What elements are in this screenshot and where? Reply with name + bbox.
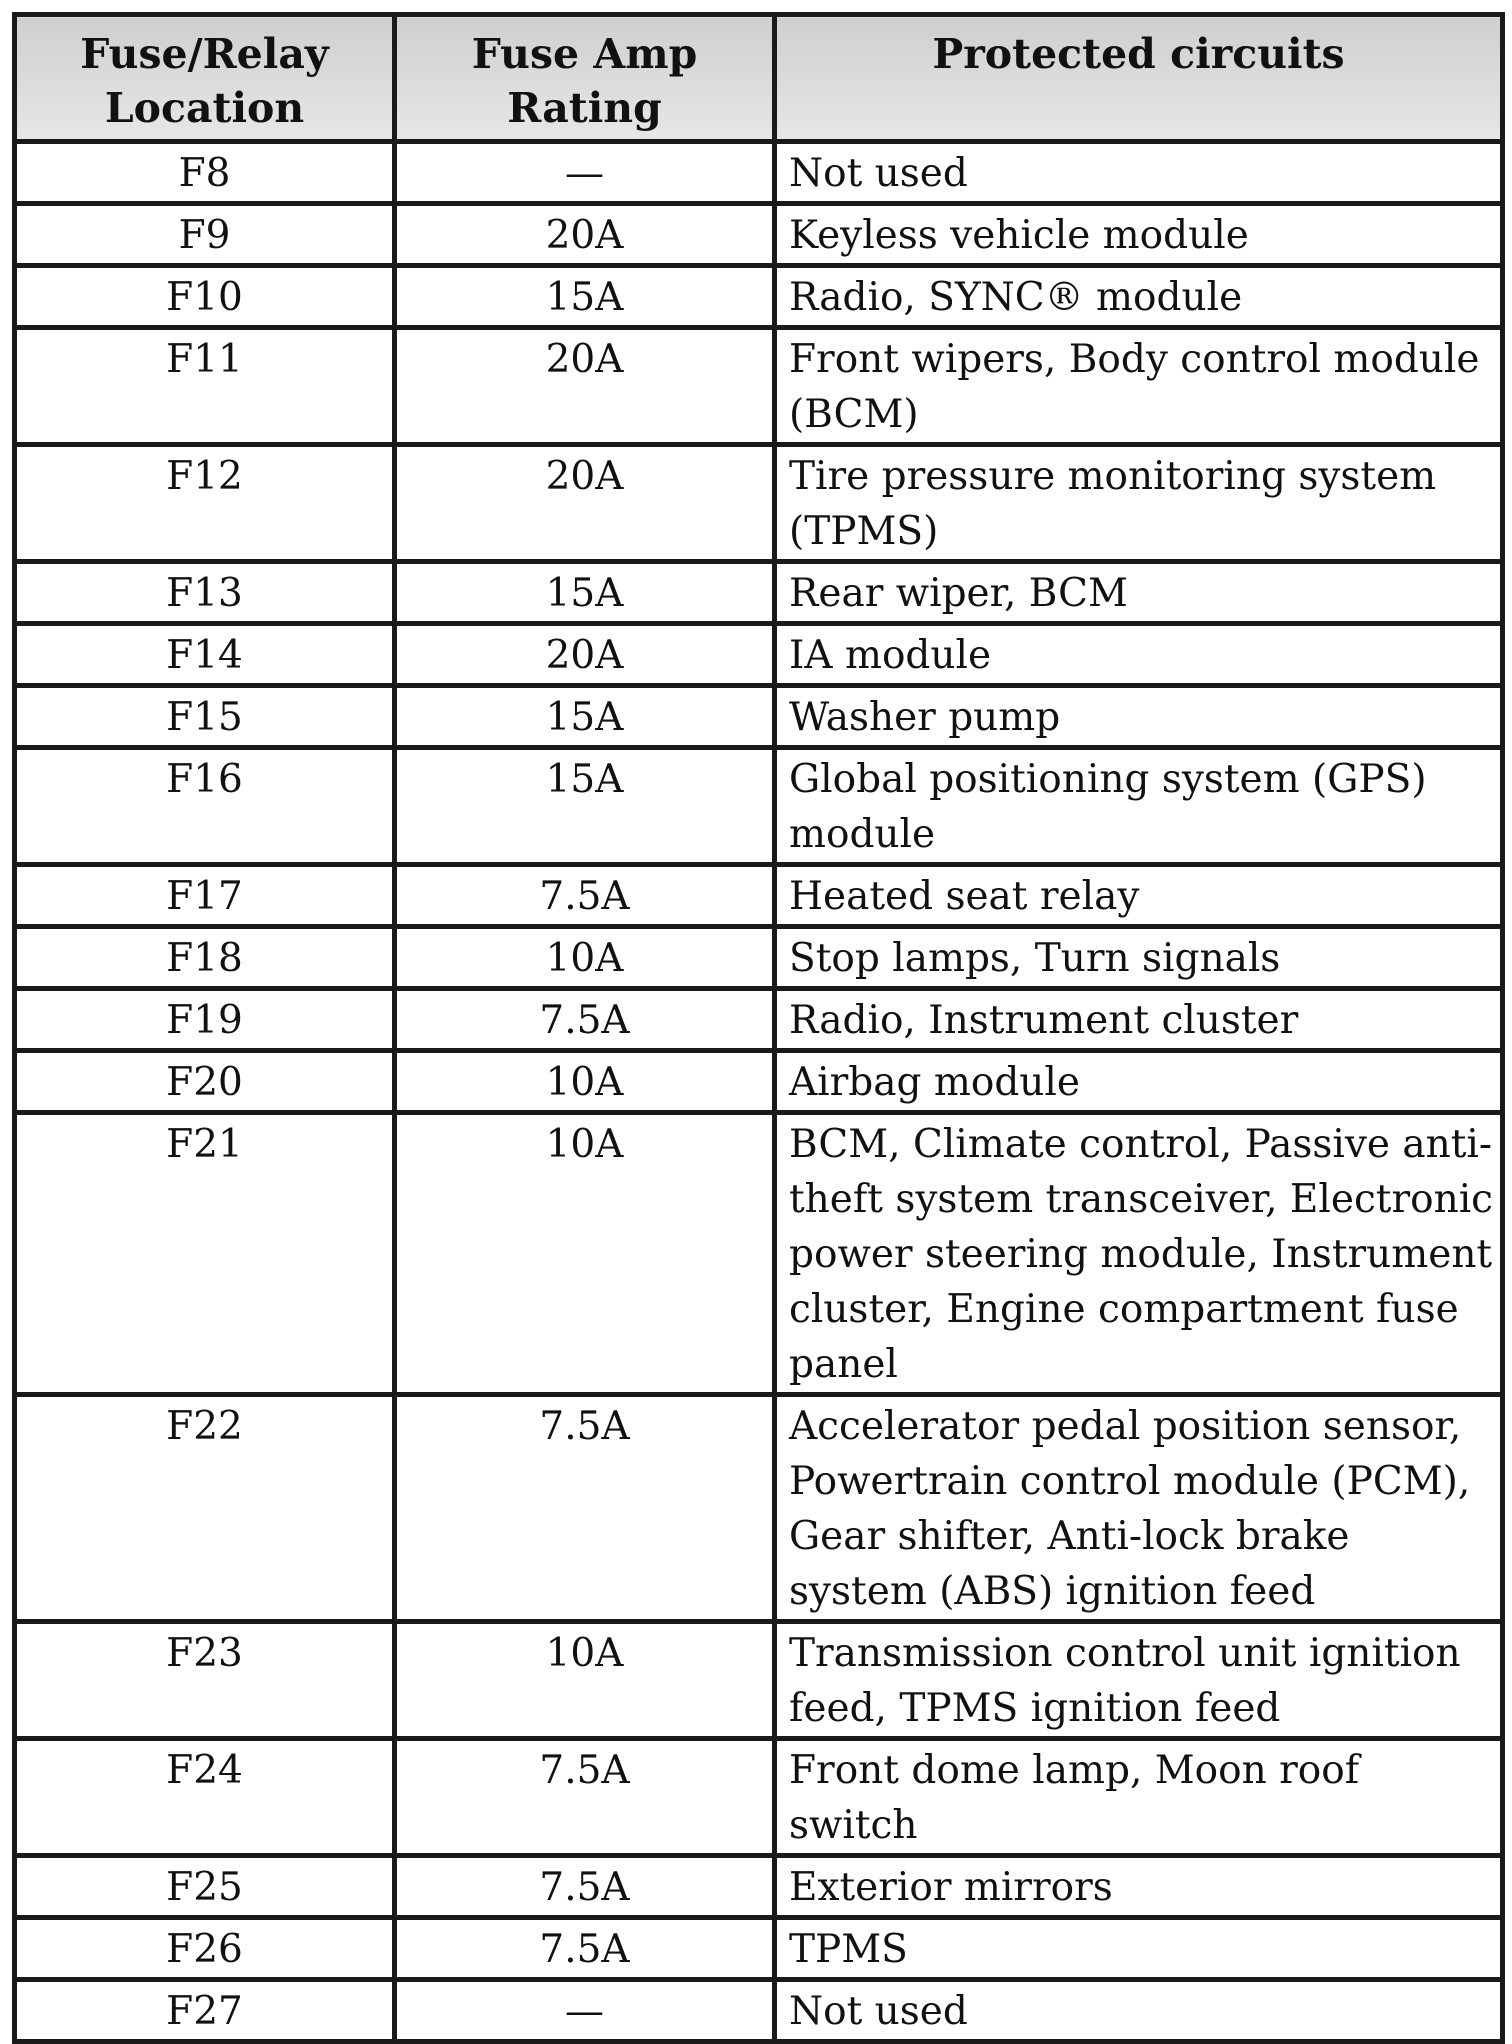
cell-amp-rating: 15A <box>395 562 775 624</box>
cell-protected-circuits: IA module <box>775 624 1503 686</box>
cell-location: F10 <box>15 266 395 328</box>
cell-location: F24 <box>15 1739 395 1856</box>
header-location <box>15 15 395 142</box>
cell-amp-rating: 10A <box>395 1051 775 1113</box>
cell-location: F13 <box>15 562 395 624</box>
table-header-row <box>15 15 1503 142</box>
cell-amp-rating: 15A <box>395 266 775 328</box>
cell-location: F20 <box>15 1051 395 1113</box>
cell-protected-circuits: Exterior mirrors <box>775 1856 1503 1918</box>
table-row <box>15 989 1503 1051</box>
cell-location: F27 <box>15 1980 395 2042</box>
cell-protected-circuits: Airbag module <box>775 1051 1503 1113</box>
cell-protected-circuits: Radio, Instrument cluster <box>775 989 1503 1051</box>
table-row <box>15 1856 1503 1918</box>
cell-location: F9 <box>15 204 395 266</box>
header-location-line1: Fuse/Relay <box>80 30 329 78</box>
header-amp <box>395 15 775 142</box>
cell-amp-rating: 10A <box>395 1113 775 1395</box>
cell-location: F21 <box>15 1113 395 1395</box>
table-row <box>15 142 1503 204</box>
table-row <box>15 748 1503 865</box>
cell-protected-circuits: Keyless vehicle module <box>775 204 1503 266</box>
table-body <box>15 142 1503 2042</box>
cell-location: F25 <box>15 1856 395 1918</box>
cell-amp-rating: 20A <box>395 328 775 445</box>
cell-location: F8 <box>15 142 395 204</box>
cell-protected-circuits: Tire pressure monitoring system (TPMS) <box>775 445 1503 562</box>
cell-amp-rating: 7.5A <box>395 989 775 1051</box>
cell-protected-circuits: Front dome lamp, Moon roof switch <box>775 1739 1503 1856</box>
table-row <box>15 927 1503 989</box>
cell-amp-rating: — <box>395 1980 775 2042</box>
table-row <box>15 624 1503 686</box>
cell-amp-rating: 20A <box>395 445 775 562</box>
cell-protected-circuits: Washer pump <box>775 686 1503 748</box>
cell-location: F17 <box>15 865 395 927</box>
cell-amp-rating: 20A <box>395 204 775 266</box>
cell-location: F19 <box>15 989 395 1051</box>
cell-protected-circuits: BCM, Climate control, Passive anti-theft system transceiver, Electronic power steering module, Instrument cluster, Engine compartment fuse panel <box>775 1113 1503 1395</box>
table-row <box>15 686 1503 748</box>
cell-amp-rating: — <box>395 142 775 204</box>
cell-amp-rating: 7.5A <box>395 1918 775 1980</box>
cell-protected-circuits: Heated seat relay <box>775 865 1503 927</box>
header-circuits <box>775 15 1503 142</box>
cell-protected-circuits: TPMS <box>775 1918 1503 1980</box>
cell-location: F26 <box>15 1918 395 1980</box>
cell-location: F15 <box>15 686 395 748</box>
cell-location: F22 <box>15 1395 395 1622</box>
cell-amp-rating: 15A <box>395 686 775 748</box>
cell-amp-rating: 7.5A <box>395 1739 775 1856</box>
cell-protected-circuits: Global positioning system (GPS) module <box>775 748 1503 865</box>
cell-protected-circuits: Stop lamps, Turn signals <box>775 927 1503 989</box>
header-location-line2: Location <box>104 84 305 132</box>
header-amp-line2: Rating <box>507 84 662 132</box>
table-row <box>15 328 1503 445</box>
table-row <box>15 204 1503 266</box>
cell-location: F11 <box>15 328 395 445</box>
cell-amp-rating: 10A <box>395 1622 775 1739</box>
cell-location: F23 <box>15 1622 395 1739</box>
fuse-table <box>12 12 1505 2044</box>
cell-location: F12 <box>15 445 395 562</box>
table-row <box>15 1622 1503 1739</box>
cell-amp-rating: 15A <box>395 748 775 865</box>
cell-location: F18 <box>15 927 395 989</box>
table-row <box>15 865 1503 927</box>
cell-amp-rating: 7.5A <box>395 865 775 927</box>
cell-amp-rating: 7.5A <box>395 1856 775 1918</box>
table-row <box>15 266 1503 328</box>
cell-protected-circuits: Not used <box>775 142 1503 204</box>
cell-amp-rating: 20A <box>395 624 775 686</box>
table-row <box>15 1918 1503 1980</box>
table-row <box>15 1051 1503 1113</box>
table-row <box>15 1739 1503 1856</box>
cell-protected-circuits: Accelerator pedal position sensor, Powertrain control module (PCM), Gear shifter, Anti-lock brake system (ABS) ignition feed <box>775 1395 1503 1622</box>
table-row <box>15 1113 1503 1395</box>
cell-amp-rating: 7.5A <box>395 1395 775 1622</box>
cell-location: F16 <box>15 748 395 865</box>
cell-amp-rating: 10A <box>395 927 775 989</box>
cell-protected-circuits: Rear wiper, BCM <box>775 562 1503 624</box>
cell-protected-circuits: Front wipers, Body control module (BCM) <box>775 328 1503 445</box>
table-row <box>15 1980 1503 2042</box>
cell-protected-circuits: Not used <box>775 1980 1503 2042</box>
table-row <box>15 562 1503 624</box>
cell-protected-circuits: Transmission control unit ignition feed, TPMS ignition feed <box>775 1622 1503 1739</box>
cell-location: F14 <box>15 624 395 686</box>
header-amp-line1: Fuse Amp <box>471 30 698 78</box>
header-circuits-label: Protected circuits <box>932 30 1345 78</box>
cell-protected-circuits: Radio, SYNC® module <box>775 266 1503 328</box>
table-row <box>15 1395 1503 1622</box>
table-row <box>15 445 1503 562</box>
